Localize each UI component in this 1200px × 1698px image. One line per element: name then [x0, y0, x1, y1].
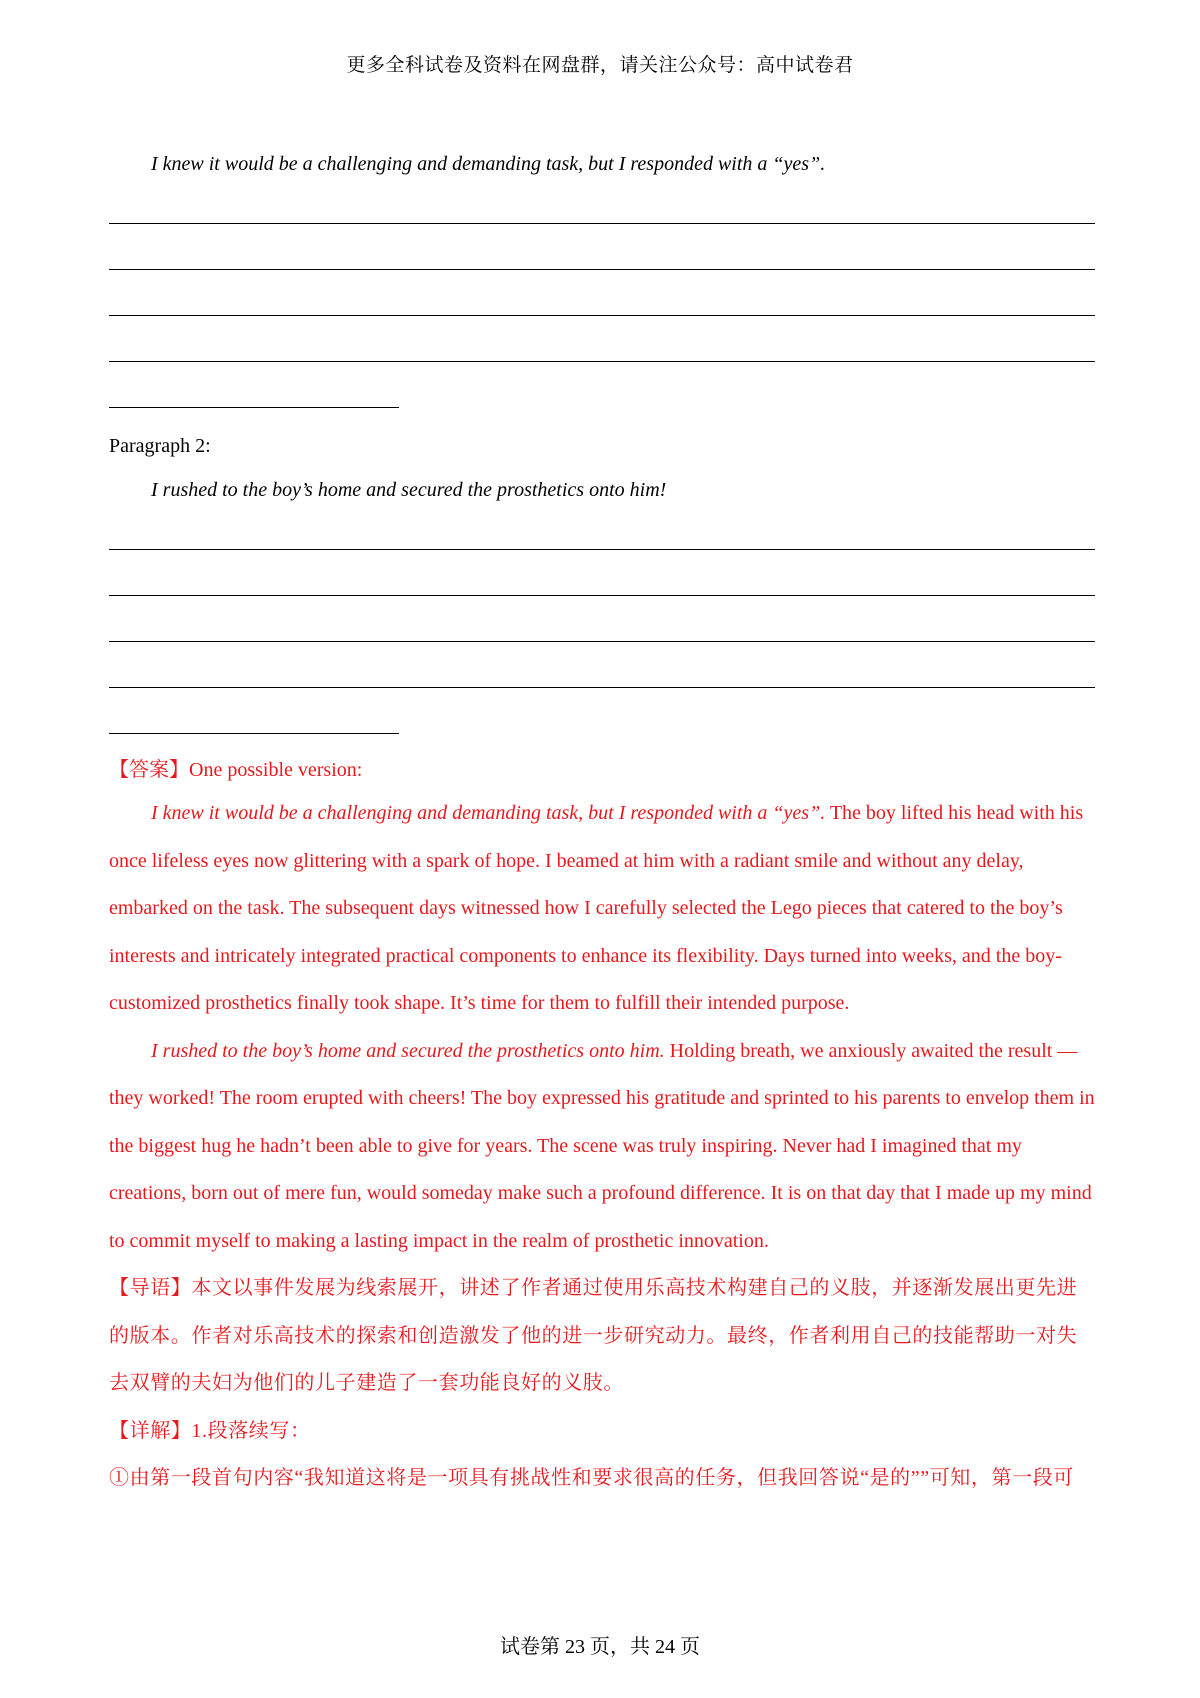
page-footer: 试卷第 23 页，共 24 页 [500, 1636, 700, 1658]
writing-line-short [109, 407, 399, 408]
answer-paragraph-2 [109, 1028, 1095, 1266]
writing-line [109, 223, 1095, 224]
writing-line [109, 595, 1095, 596]
guide-tag: 【导语】 [109, 1277, 192, 1299]
answer-intro: One possible version: [189, 759, 363, 781]
writing-line [109, 361, 1095, 362]
paragraph2-prompt: I rushed to the boy’s home and secured the prosthetics onto him! [151, 479, 667, 501]
answer-paragraph-1-body: The boy lifted his head with his once lifeless eyes now glittering with a spark of hope. I beamed at him with a radiant smile and without any delay, embarked on the task. The subsequent days witnessed how I carefully selected the Lego pieces that catered to the boy’s interests and intricately integrated practical components to enhance its flexibility. Days turned into weeks, and the boy-customized prosthetics finally took shape. It’s time for them to fulfill their intended purpose. [109, 802, 1084, 1014]
writing-line [109, 549, 1095, 550]
writing-line [109, 641, 1095, 642]
writing-line-short [109, 733, 399, 734]
answer-paragraph-2-opening: I rushed to the boy’s home and secured the prosthetics onto him. [151, 1039, 665, 1062]
writing-line [109, 687, 1095, 688]
writing-lines-2 [109, 549, 1095, 734]
page-content [109, 150, 1095, 1503]
writing-lines-1 [109, 223, 1095, 408]
paragraph2-label: Paragraph 2: [109, 435, 211, 457]
detail-item-1: ①由第一段首句内容“我知道这将是一项具有挑战性和要求很高的任务，但我回答说“是的””可知，第一段可 [109, 1467, 1074, 1489]
answer-tag: 【答案】 [109, 759, 189, 781]
writing-line [109, 269, 1095, 270]
detail-heading-text: 1.段落续写： [191, 1419, 311, 1442]
detail-heading [109, 1408, 1095, 1456]
writing-line [109, 315, 1095, 316]
guide-text: 本文以事件发展为线索展开，讲述了作者通过使用乐高技术构建自己的义肢，并逐渐发展出更先进的版本。作者对乐高技术的探索和创造激发了他的进一步研究动力。最终，作者利用自己的技能帮助一对失去双臂的夫妇为他们的儿子建造了一套功能良好的义肢。 [109, 1277, 1078, 1394]
answer-paragraph-2-body: Holding breath, we anxiously awaited the result — they worked! The room erupted with cheers! The boy expressed his gratitude and sprinted to his parents to envelop them in the biggest hug he hadn’t been able to give for years. The scene was truly inspiring. Never had I imagined that my creations, born out of mere fun, would someday make such a profound difference. It is on that day that I made up my mind to commit myself to making a lasting impact in the realm of prosthetic innovation. [109, 1039, 1095, 1252]
answer-paragraph-1 [109, 790, 1095, 1028]
answer-paragraph-1-opening: I knew it would be a challenging and demanding task, but I responded with a “yes”. [151, 802, 826, 824]
paragraph1-prompt: I knew it would be a challenging and demanding task, but I responded with a “yes”. [151, 153, 826, 175]
answer-heading [109, 756, 1095, 784]
guide-section [109, 1265, 1095, 1408]
detail-tag: 【详解】 [109, 1419, 192, 1442]
page-header: 更多全科试卷及资料在网盘群，请关注公众号：高中试卷君 [346, 55, 854, 76]
